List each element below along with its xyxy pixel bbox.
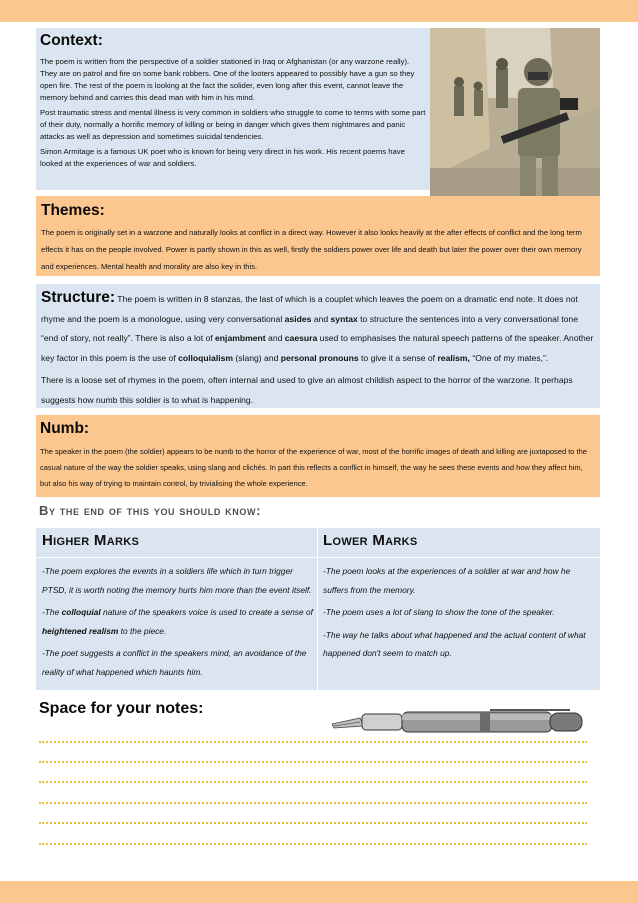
higher-item-2 (42, 603, 313, 640)
structure-text-a: The poem is written in 8 stanzas, the last of which is a couplet which leaves the poem on a dramatic end note. It does not rhyme and the poem is a monologue, using very conversational (41, 294, 578, 324)
themes-heading: Themes: (41, 202, 105, 219)
higher-marks-heading: Higher Marks (36, 532, 317, 558)
know-heading (39, 503, 261, 518)
numb-heading: Numb: (40, 420, 90, 437)
context-paragraph-3: Simon Armitage is a famous UK poet who is known for being very direct in his work. His recent poems have looked at the experiences of war and soldiers. (40, 147, 405, 168)
context-paragraph-1: The poem is written from the perspective of a soldier stationed in Iraq or Afghanistan (or any warzone really). They are on patrol and fire on some bank robbers. One of the looters appeared to possibly have a gun so they open fire. The rest of the poem is looking at the fact the solider, even long after this event, cannot leave the memory behind and carries this dead man with him in his mind. (40, 57, 415, 102)
notes-line (39, 761, 587, 763)
structure-text-b: to structure the sentences into a very conversational tone “end of story, not really”. There is also a lot of (41, 313, 578, 343)
term-enjambment: enjambment (215, 333, 266, 343)
term-colloquial: colloquial (61, 607, 101, 617)
numb-section (36, 415, 600, 497)
bottom-accent-band (0, 881, 638, 903)
fountain-pen-icon (330, 704, 590, 738)
structure-paragraph-2: There is a loose set of rhymes in the poem, often internal and used to give an almost childish aspect to the horror of the warzone. It perhaps suggests how numb this soldier is to what is happening. (41, 375, 573, 405)
structure-text-f: “One of my mates,”. (469, 352, 549, 363)
higher-marks-column (36, 528, 318, 690)
context-heading: Context: (40, 32, 103, 49)
themes-section (36, 196, 600, 276)
higher-item-2-e: to the piece. (118, 625, 167, 636)
context-section (36, 28, 600, 190)
higher-item-2-a: -The (42, 607, 62, 617)
notes-line (39, 802, 587, 804)
higher-item-3: -The poet suggests a conflict in the speakers mind, an avoidance of the reality of what happened which haunts him. (42, 648, 307, 677)
themes-text: The poem is originally set in a warzone and naturally looks at conflict in a direct way. However it also looks heavily at the after effects of conflict and the long term effects it has on the people involved. Power is partly shown in this as well, firstly the soldiers power over life and death but later the power over their own memory and experiences. Mental health and morality are also key in this. (41, 228, 582, 271)
context-text-block (40, 32, 426, 170)
structure-text-e: to give it a sense of (358, 352, 438, 363)
structure-text-d: (slang) and (233, 352, 281, 363)
higher-item-2-c: nature of the speakers voice is used to create a sense of (100, 607, 313, 617)
soldiers-patrol-photo (430, 28, 600, 218)
term-colloquialism: colloquialism (178, 352, 234, 363)
structure-section (36, 284, 600, 408)
notes-line (39, 741, 587, 743)
term-heightened-realism: heightened realism (42, 625, 119, 636)
term-personal-pronouns: personal pronouns (280, 352, 359, 363)
notes-line (39, 781, 587, 783)
lower-marks-heading: Lower Marks (319, 532, 600, 558)
term-caesura: caesura (284, 333, 318, 343)
lower-item-1: -The poem looks at the experiences of a soldier at war and how he suffers from the memory. (323, 566, 571, 595)
numb-text: The speaker in the poem (the soldier) appears to be numb to the horror of the experience of war, most of the horrific images of death and killing are juxtaposed to the casual nature of the way the soldier speaks, using slang and clichés. In part this reflects a conflict in himself, the way he sees these events and how they affect him, but also his way of trying to maintain control, by trivialising the whole experience. (40, 447, 587, 488)
notes-line (39, 822, 587, 824)
term-syntax: syntax (330, 313, 358, 324)
context-paragraph-2: Post traumatic stress and mental illness is very common in soldiers who struggle to come to terms with some part of their duty, normally a horrific memory of killing or being in danger which gives them nightmares and panic attacks as well as depression and sometimes suicidal tendencies. (40, 108, 426, 141)
higher-item-1: -The poem explores the events in a soldiers life which in turn trigger PTSD, it is worth noting the memory hurts him more than the event itself. (42, 566, 312, 595)
lower-item-3: -The way he talks about what happened and the actual content of what happened don't seem to match up. (323, 629, 586, 658)
marks-table (36, 528, 600, 690)
structure-text-and: and (265, 333, 285, 343)
know-heading-text: By the end of this you should know: (39, 503, 261, 518)
term-realism: realism, (437, 352, 470, 363)
structure-text-c: used to emphasises the natural speech patterns of the speaker. Another key factor in this poem is the use of (41, 333, 594, 363)
structure-text-and: and (311, 313, 331, 324)
notes-line (39, 843, 587, 845)
notes-heading: Space for your notes: (39, 700, 204, 717)
term-asides: asides (284, 313, 312, 324)
top-accent-band (0, 0, 638, 22)
structure-heading: Structure: (41, 289, 116, 306)
lower-marks-column (319, 528, 600, 690)
lower-item-2: -The poem uses a lot of slang to show the tone of the speaker. (323, 607, 555, 617)
